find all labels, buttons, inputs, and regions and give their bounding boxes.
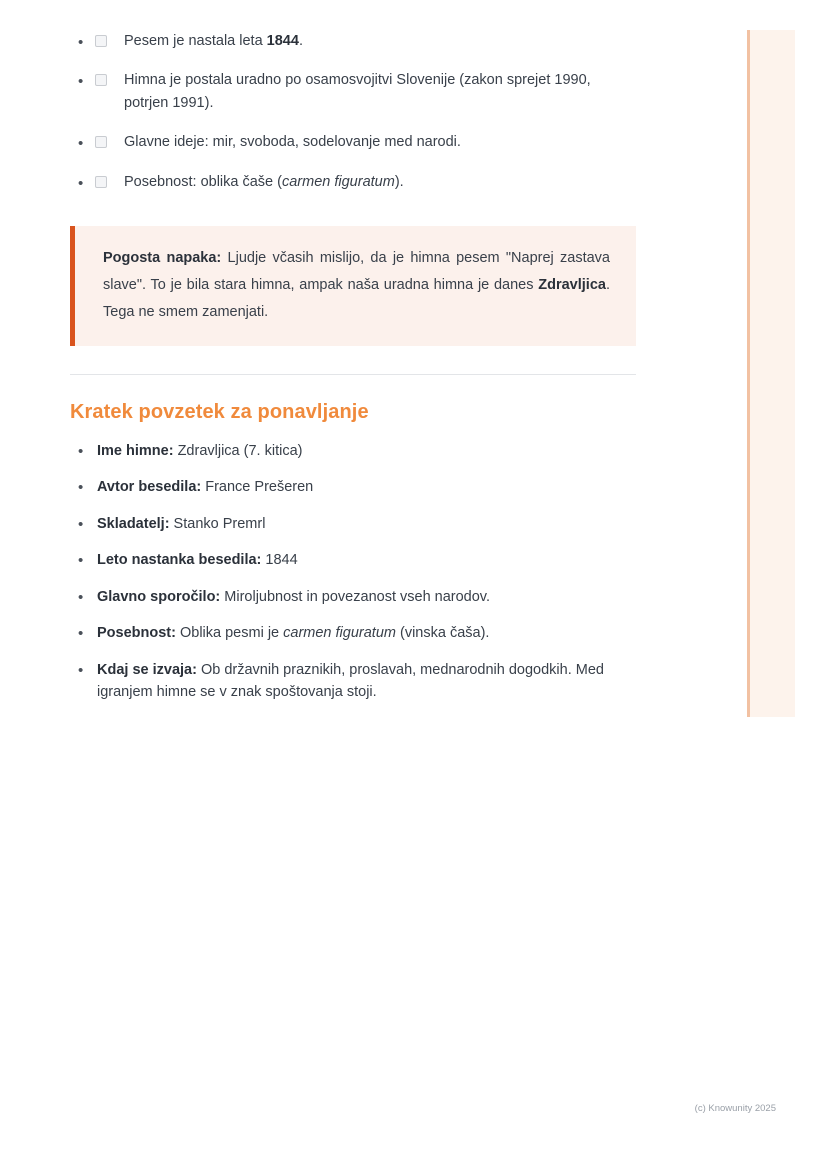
document-content — [70, 30, 636, 718]
bullet-icon: • — [78, 661, 84, 679]
bullet-icon: • — [78, 479, 84, 497]
checklist-item-label: Himna je postala uradno po osamosvojitvi Slovenije (zakon sprejet 1990, potrjen 1991). — [124, 72, 591, 111]
list-item-label: Kdaj se izvaja: Ob državnih praznikih, proslavah, mednarodnih dogodkih. Med igranjem himne se v znak spoštovanja stoji. — [97, 661, 604, 701]
page-title: Kratek povzetek za ponavljanje — [70, 400, 369, 423]
bullet-icon: • — [78, 625, 84, 643]
bullet-icon: • — [78, 552, 84, 570]
list-item-label: Posebnost: Oblika pesmi je carmen figuratum (vinska čaša). — [97, 625, 490, 642]
checklist-item — [70, 69, 636, 114]
checklist — [70, 30, 636, 193]
common-mistake-callout — [70, 226, 636, 345]
checklist-item-label: Posebnost: oblika čaše (carmen figuratum). — [124, 173, 404, 190]
list-item-label: Glavno sporočilo: Miroljubnost in povezanost vseh narodov. — [97, 588, 491, 605]
checklist-item — [70, 171, 636, 193]
checkbox-icon[interactable] — [95, 35, 107, 47]
right-decorative-strip — [750, 30, 795, 717]
bullet-icon: • — [78, 73, 84, 91]
checklist-item — [70, 131, 636, 153]
section-divider — [70, 374, 636, 375]
list-item — [70, 476, 636, 498]
callout-text: Pogosta napaka: Ljudje včasih mislijo, da je himna pesem "Naprej zastava slave". To je bila stara himna, ampak naša uradna himna je danes Zdravljica. Tega ne smem zamenjati. — [103, 250, 610, 320]
footer-copyright: (c) Knowunity 2025 — [694, 1103, 776, 1114]
list-item-label: Leto nastanka besedila: 1844 — [97, 552, 298, 569]
bullet-icon: • — [78, 588, 84, 606]
checkbox-icon[interactable] — [95, 74, 107, 86]
bullet-icon: • — [78, 34, 84, 51]
bullet-icon: • — [78, 515, 84, 533]
checkbox-icon[interactable] — [95, 136, 107, 148]
summary-list — [70, 440, 636, 704]
bullet-icon: • — [78, 442, 84, 460]
list-item — [70, 586, 636, 608]
list-item-label: Avtor besedila: France Prešeren — [97, 479, 314, 496]
checkbox-icon[interactable] — [95, 176, 107, 188]
list-item-label: Ime himne: Zdravljica (7. kitica) — [97, 442, 303, 459]
list-item — [70, 513, 636, 535]
list-item-label: Skladatelj: Stanko Premrl — [97, 515, 266, 532]
list-item — [70, 549, 636, 571]
list-item — [70, 659, 636, 704]
list-item — [70, 622, 636, 644]
checklist-item — [70, 30, 636, 52]
checklist-item-label: Glavne ideje: mir, svoboda, sodelovanje med narodi. — [124, 134, 461, 151]
checklist-item-label: Pesem je nastala leta 1844. — [124, 33, 303, 49]
list-item — [70, 440, 636, 462]
bullet-icon: • — [78, 135, 84, 153]
bullet-icon: • — [78, 174, 84, 192]
